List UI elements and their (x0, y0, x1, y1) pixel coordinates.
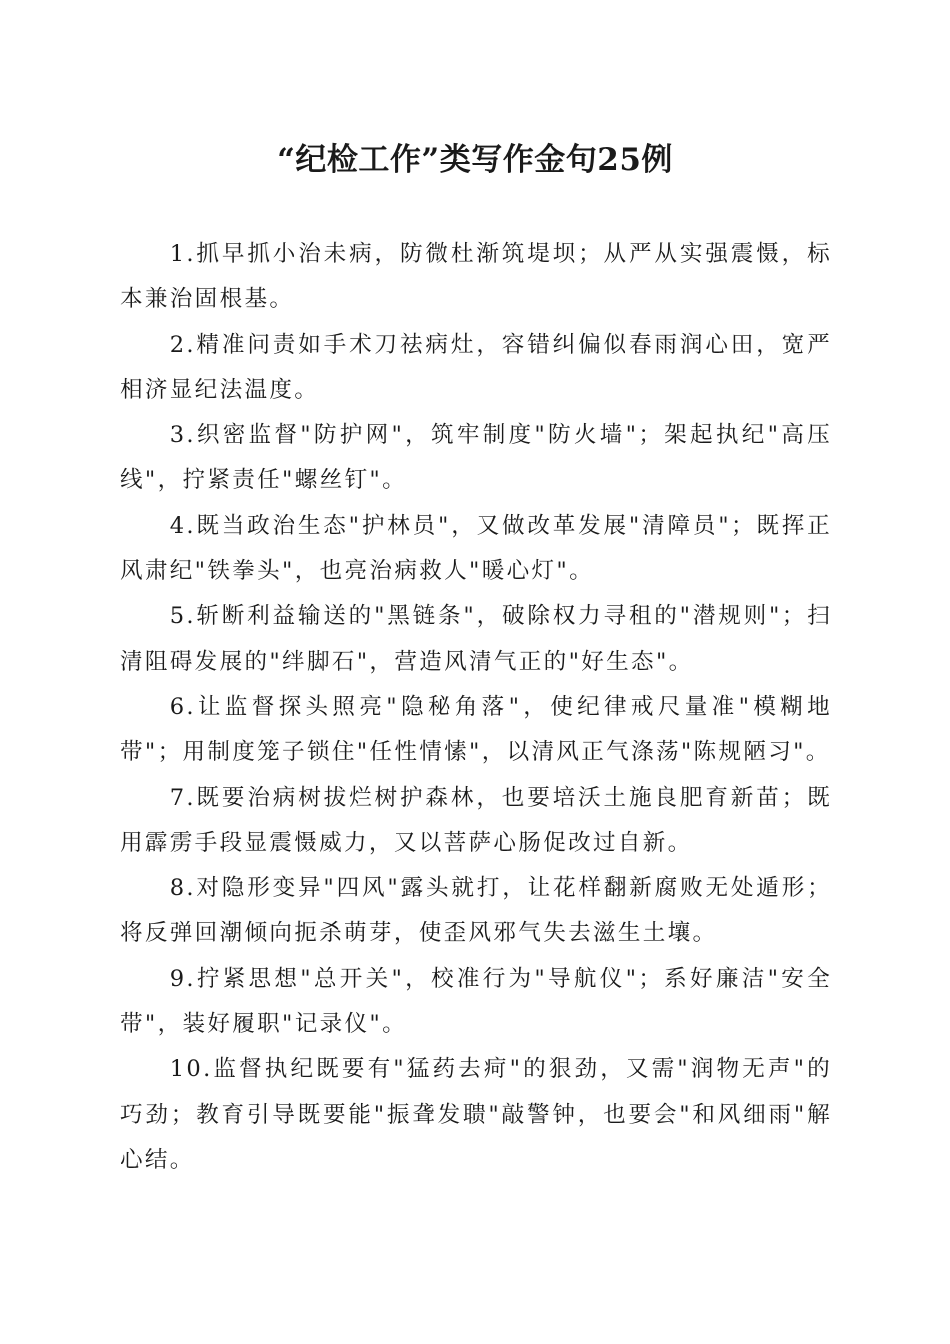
paragraph-7: 7.既要治病树拔烂树护森林，也要培沃土施良肥育新苗；既用霹雳手段显震慑威力，又以菩萨心肠促改过自新。 (120, 784, 832, 856)
paragraph-2: 2.精准问责如手术刀祛病灶，容错纠偏似春雨润心田，宽严相济显纪法温度。 (120, 331, 832, 403)
paragraph-3: 3.织密监督"防护网"，筑牢制度"防火墙"；架起执纪"高压线"，拧紧责任"螺丝钉"。 (120, 422, 832, 494)
paragraph-1: 1.抓早抓小治未病，防微杜渐筑堤坝；从严从实强震慑，标本兼治固根基。 (120, 241, 832, 313)
paragraph-5: 5.斩断利益输送的"黑链条"，破除权力寻租的"潜规则"；扫清阻碍发展的"绊脚石"，营造风清气正的"好生态"。 (120, 603, 832, 675)
paragraph-4: 4.既当政治生态"护林员"，又做改革发展"清障员"；既挥正风肃纪"铁拳头"，也亮治病救人"暖心灯"。 (120, 512, 832, 585)
paragraph-6: 6.让监督探头照亮"隐秘角落"，使纪律戒尺量准"模糊地带"；用制度笼子锁住"任性情愫"，以清风正气涤荡"陈规陋习"。 (120, 693, 832, 766)
paragraph-8: 8.对隐形变异"四风"露头就打，让花样翻新腐败无处遁形；将反弹回潮倾向扼杀萌芽，使歪风邪气失去滋生土壤。 (120, 875, 832, 947)
paragraph-9: 9.拧紧思想"总开关"，校准行为"导航仪"；系好廉洁"安全带"，装好履职"记录仪"。 (120, 965, 832, 1038)
document-title: “纪检工作”类写作金句25例 (277, 142, 673, 178)
document-body (120, 232, 832, 1183)
paragraph-10: 10.监督执纪既要有"猛药去疴"的狠劲，又需"润物无声"的巧劲；教育引导既要能"振聋发聩"敲警钟，也要会"和风细雨"解心结。 (120, 1056, 832, 1173)
